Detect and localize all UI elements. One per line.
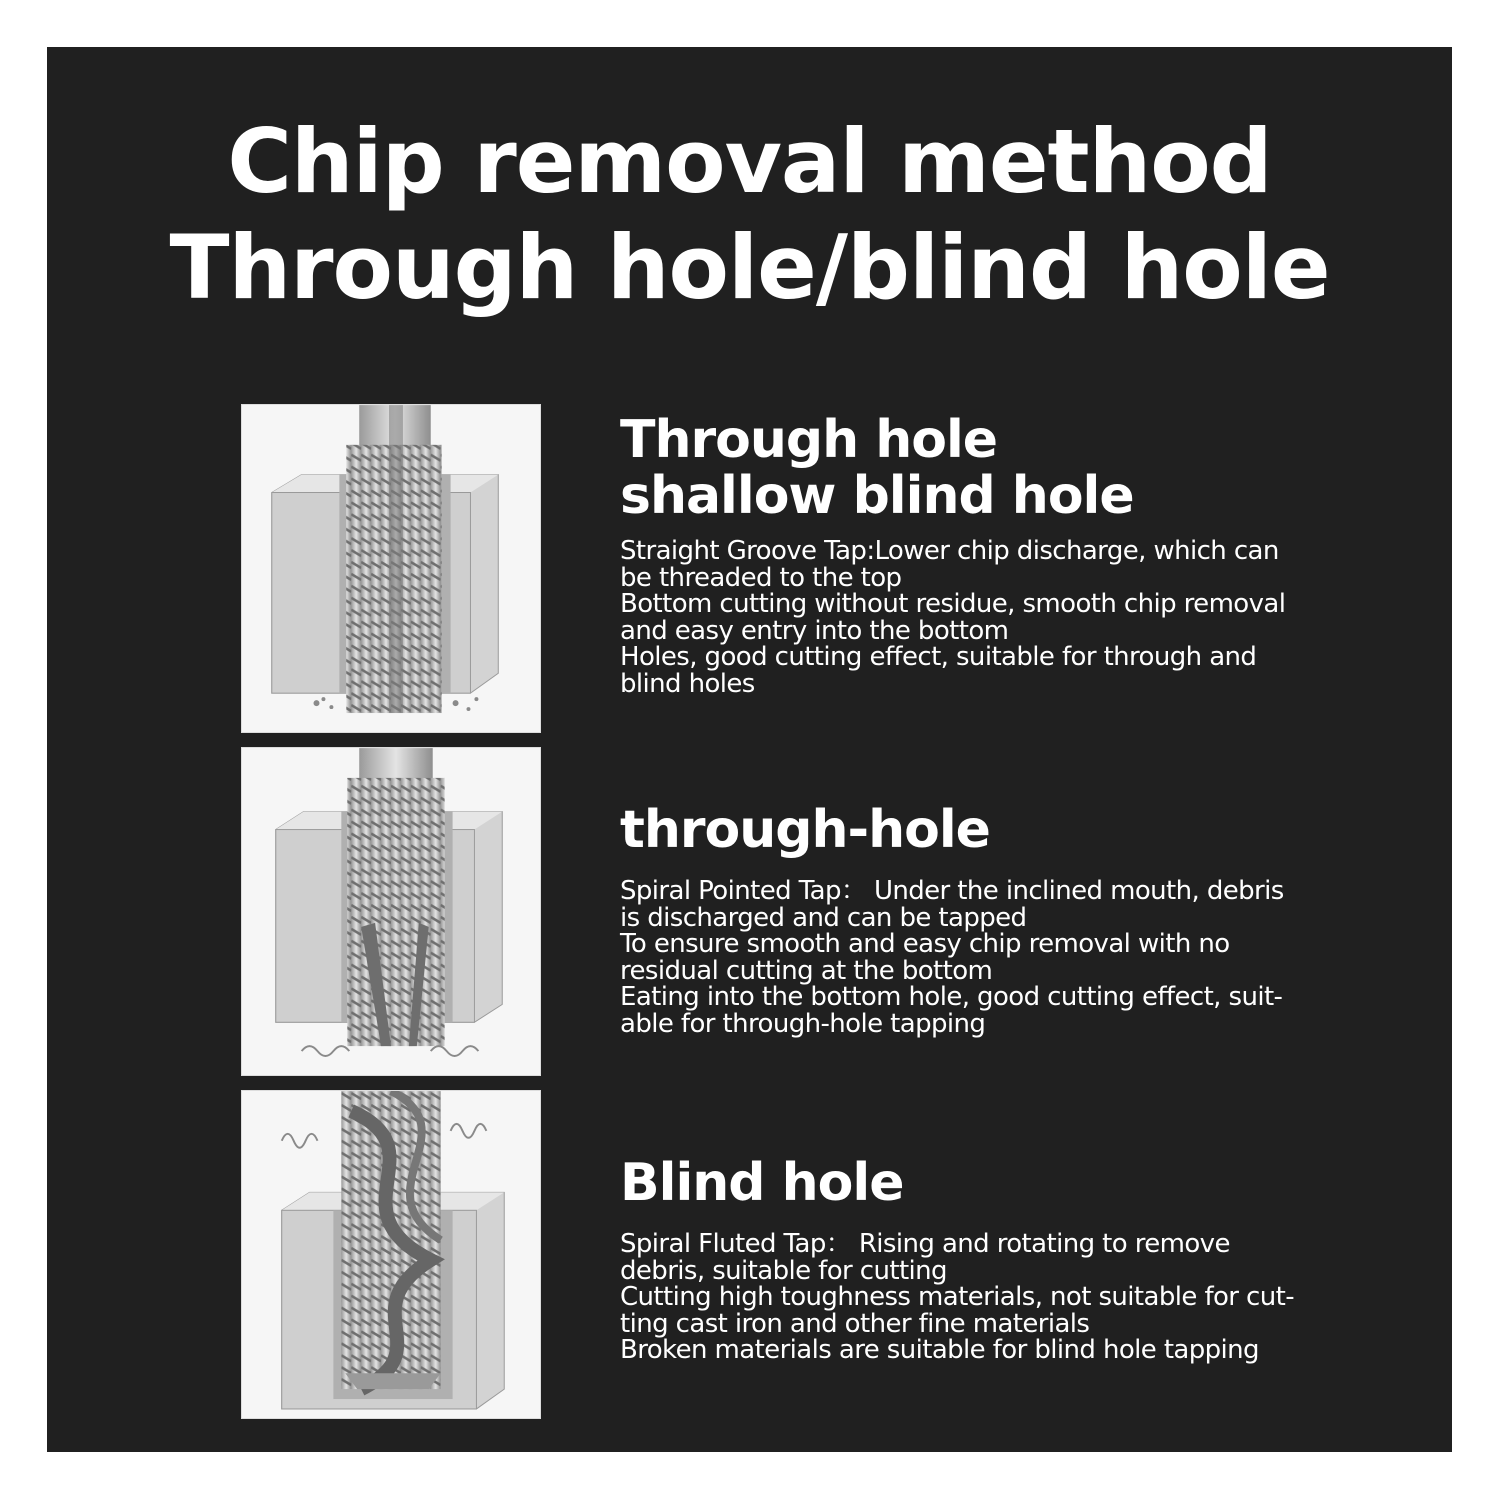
section-description [620,1231,1380,1364]
section-heading [620,412,1380,524]
info-panel [47,47,1452,1452]
section-heading-line: Blind hole [620,1153,904,1213]
section-heading [620,802,1380,858]
description-line: Bottom cutting without residue, smooth chip removal [620,589,1286,619]
spiral-pointed-tap-illustration [241,747,541,1076]
description-line: residual cutting at the bottom [620,955,993,986]
description-line: To ensure smooth and easy chip removal with no [620,929,1230,959]
description-line: Spiral Pointed Tap： Under the inclined mouth, debris [620,876,1284,906]
section-blind-hole [620,1155,1380,1364]
spiral-fluted-tap-icon [242,1091,540,1418]
description-line: be threaded to the top [620,562,902,593]
description-line: Spiral Fluted Tap： Rising and rotating to remove [620,1229,1230,1259]
spiral-pointed-tap-icon [242,748,540,1075]
title-line-2: Through hole/blind hole [169,216,1330,319]
description-line: is discharged and can be tapped [620,902,1027,933]
title-line-1: Chip removal method [227,110,1272,213]
section-heading-line: shallow blind hole [620,466,1134,526]
page-title [47,109,1452,321]
description-line: blind holes [620,668,755,699]
description-line: Holes, good cutting effect, suitable for through and [620,642,1257,672]
section-heading [620,1155,1380,1211]
section-through-shallow-blind-hole [620,412,1380,697]
description-line: Cutting high toughness materials, not suitable for cut- [620,1282,1295,1312]
description-line: Straight Groove Tap:Lower chip discharge, which can [620,536,1279,566]
description-line: Broken materials are suitable for blind hole tapping [620,1335,1259,1365]
section-heading-line: Through hole [620,410,998,470]
description-line: debris, suitable for cutting [620,1255,947,1286]
description-line: and easy entry into the bottom [620,615,1009,646]
section-description [620,878,1380,1037]
straight-groove-tap-illustration [241,404,541,733]
section-description [620,538,1380,697]
spiral-fluted-tap-illustration [241,1090,541,1419]
description-line: able for through-hole tapping [620,1008,986,1039]
description-line: ting cast iron and other fine materials [620,1308,1090,1339]
straight-groove-tap-icon [242,405,540,732]
section-through-hole [620,802,1380,1037]
section-heading-line: through-hole [620,800,990,860]
description-line: Eating into the bottom hole, good cutting effect, suit- [620,982,1283,1012]
